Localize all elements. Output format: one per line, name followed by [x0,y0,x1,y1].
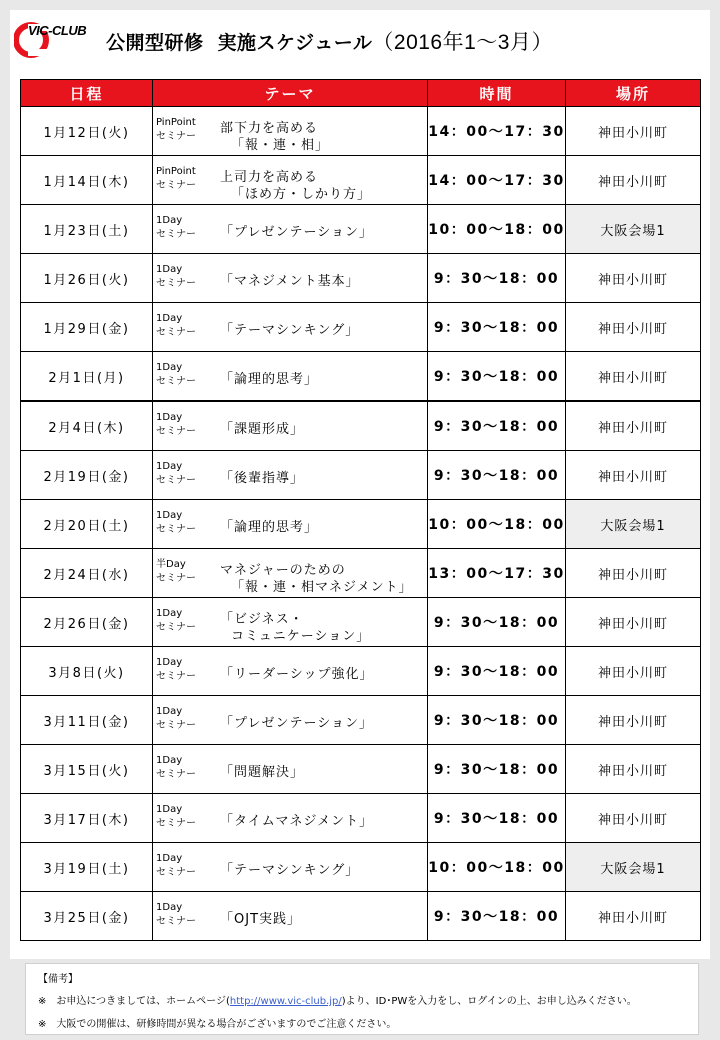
row-date: 3月17日(木) [21,794,153,843]
row-date: 3月11日(金) [21,696,153,745]
theme-title: マネジャーのための [220,563,346,578]
row-time: 9：30～18：00 [428,451,566,500]
seminar-type [156,558,196,586]
table-row [21,401,701,451]
theme-title: 「ビジネス・ [220,612,304,627]
seminar-type-label: 1Day [156,902,183,913]
row-place: 神田小川町 [566,647,701,696]
theme-title: 「プレゼンテーション」 [220,225,373,240]
row-date: 1月26日(火) [21,254,153,303]
theme-subtitle: 「報・連・相マネジメント」 [231,580,413,595]
seminar-label: セミナー [156,769,196,780]
col-header-date: 日程 [21,80,153,107]
theme-subtitle: 「ほめ方・しかり方」 [231,187,372,202]
row-date: 1月12日(火) [21,107,153,156]
theme-title: 「テーマシンキング」 [220,323,360,338]
table-row [21,107,701,156]
seminar-type-label: 1Day [156,853,183,864]
row-place: 神田小川町 [566,107,701,156]
notes-box [25,963,699,1035]
seminar-type [156,165,196,193]
row-place: 神田小川町 [566,451,701,500]
row-theme [153,205,428,254]
row-place: 神田小川町 [566,254,701,303]
schedule-body [21,107,701,941]
row-date: 1月23日(土) [21,205,153,254]
row-place: 神田小川町 [566,892,701,941]
seminar-type-label: 1Day [156,215,183,226]
row-place: 神田小川町 [566,549,701,598]
note-apply-text-a: ※ お申込につきましては、ホームページ( [38,996,230,1007]
seminar-type-label: 1Day [156,755,183,766]
row-theme [153,401,428,451]
row-date: 3月15日(火) [21,745,153,794]
seminar-type [156,705,196,733]
row-time: 9：30～18：00 [428,598,566,647]
row-place: 神田小川町 [566,303,701,352]
table-row [21,205,701,254]
seminar-type [156,361,196,389]
row-place: 大阪会場1 [566,205,701,254]
row-time: 14：00～17：30 [428,156,566,205]
row-date: 2月1日(月) [21,352,153,402]
seminar-label: セミナー [156,524,196,535]
row-time: 10：00～18：00 [428,205,566,254]
row-theme [153,598,428,647]
row-time: 10：00～18：00 [428,500,566,549]
theme-title: 「論理的思考」 [220,520,319,535]
seminar-type [156,214,196,242]
table-row [21,549,701,598]
seminar-type [156,509,196,537]
row-time: 9：30～18：00 [428,303,566,352]
seminar-label: セミナー [156,426,196,437]
row-time: 10：00～18：00 [428,843,566,892]
table-row [21,303,701,352]
seminar-type-label: 1Day [156,264,183,275]
theme-title: 「OJT実践」 [220,912,302,927]
seminar-type-label: PinPoint [156,166,196,177]
table-row [21,500,701,549]
theme-title: 「問題解決」 [220,765,305,780]
row-date: 3月25日(金) [21,892,153,941]
page-title [106,26,553,56]
table-row [21,352,701,402]
seminar-label: セミナー [156,916,196,927]
row-theme [153,156,428,205]
row-theme [153,107,428,156]
seminar-type-label: 1Day [156,706,183,717]
row-date: 3月19日(土) [21,843,153,892]
row-date: 1月14日(木) [21,156,153,205]
row-place: 大阪会場1 [566,500,701,549]
table-row [21,696,701,745]
seminar-type-label: 半Day [156,559,186,570]
table-row [21,451,701,500]
row-place: 神田小川町 [566,745,701,794]
row-time: 9：30～18：00 [428,254,566,303]
seminar-label: セミナー [156,475,196,486]
col-header-theme: テーマ [153,80,428,107]
seminar-type [156,803,196,831]
homepage-link[interactable]: http://www.vic-club.jp/ [229,996,342,1007]
seminar-type-label: 1Day [156,608,183,619]
seminar-type-label: 1Day [156,362,183,373]
row-theme [153,745,428,794]
seminar-type-label: 1Day [156,313,183,324]
title-sub: 実施スケジュール [217,32,373,54]
seminar-type-label: 1Day [156,412,183,423]
note-apply-text-b: )より、ID･PWを入力をし、ログインの上、お申し込みください。 [341,996,637,1007]
theme-title: 部下力を高める [220,121,319,136]
schedule-panel [10,67,710,959]
row-theme [153,696,428,745]
row-date: 2月19日(金) [21,451,153,500]
theme-subtitle: コミュニケーション」 [231,629,371,644]
seminar-label: セミナー [156,867,196,878]
row-place: 神田小川町 [566,598,701,647]
row-place: 大阪会場1 [566,843,701,892]
seminar-type-label: PinPoint [156,117,196,128]
row-theme [153,500,428,549]
row-time: 13：00～17：30 [428,549,566,598]
row-time: 9：30～18：00 [428,401,566,451]
note-apply [38,992,637,1007]
seminar-type [156,312,196,340]
table-row [21,745,701,794]
seminar-label: セミナー [156,180,196,191]
page-header [10,10,710,67]
theme-title: 「マネジメント基本」 [220,274,360,289]
row-place: 神田小川町 [566,352,701,402]
title-range: （2016年1～3月） [372,31,553,54]
seminar-type [156,263,196,291]
seminar-label: セミナー [156,720,196,731]
seminar-type-label: 1Day [156,510,183,521]
title-main: 公開型研修 [106,32,204,54]
theme-title: 「リーダーシップ強化」 [220,667,374,682]
row-theme [153,254,428,303]
col-header-place: 場所 [566,80,701,107]
logo-text: VIC-CLUB [28,23,87,38]
theme-subtitle: 「報・連・相」 [231,138,330,153]
seminar-type [156,116,196,144]
seminar-label: セミナー [156,376,196,387]
row-time: 9：30～18：00 [428,352,566,402]
row-time: 9：30～18：00 [428,794,566,843]
seminar-type [156,656,196,684]
row-time: 9：30～18：00 [428,696,566,745]
seminar-type [156,852,196,880]
row-theme [153,647,428,696]
row-time: 9：30～18：00 [428,892,566,941]
theme-title: 「後輩指導」 [220,471,305,486]
row-date: 3月8日(火) [21,647,153,696]
row-time: 9：30～18：00 [428,745,566,794]
notes-heading: 【備考】 [38,974,78,985]
seminar-label: セミナー [156,327,196,338]
row-theme [153,794,428,843]
seminar-label: セミナー [156,229,196,240]
col-header-time: 時間 [428,80,566,107]
theme-title: 上司力を高める [220,170,319,185]
table-row [21,794,701,843]
row-theme [153,352,428,402]
seminar-label: セミナー [156,278,196,289]
row-theme [153,549,428,598]
row-place: 神田小川町 [566,794,701,843]
table-row [21,647,701,696]
table-row [21,843,701,892]
seminar-label: セミナー [156,622,196,633]
theme-title: 「タイムマネジメント」 [220,814,374,829]
theme-title: 「論理的思考」 [220,372,319,387]
theme-title: 「プレゼンテーション」 [220,716,373,731]
seminar-type-label: 1Day [156,657,183,668]
row-date: 2月4日(木) [21,401,153,451]
row-time: 14：00～17：30 [428,107,566,156]
seminar-type [156,607,196,635]
seminar-label: セミナー [156,671,196,682]
table-row [21,598,701,647]
seminar-label: セミナー [156,818,196,829]
row-time: 9：30～18：00 [428,647,566,696]
row-theme [153,451,428,500]
theme-title: 「課題形成」 [220,422,305,437]
row-place: 神田小川町 [566,156,701,205]
row-theme [153,843,428,892]
row-place: 神田小川町 [566,401,701,451]
seminar-type [156,754,196,782]
seminar-type [156,901,196,929]
table-row [21,156,701,205]
row-theme [153,892,428,941]
table-header-row [21,80,701,107]
row-date: 2月26日(金) [21,598,153,647]
row-date: 1月29日(金) [21,303,153,352]
schedule-table [20,79,701,941]
seminar-type [156,460,196,488]
row-date: 2月24日(水) [21,549,153,598]
theme-title: 「テーマシンキング」 [220,863,360,878]
seminar-label: セミナー [156,573,196,584]
table-row [21,254,701,303]
note-osaka: ※ 大阪での開催は、研修時間が異なる場合がございますのでご注意ください。 [38,1019,397,1030]
table-row [21,892,701,941]
seminar-type-label: 1Day [156,461,183,472]
seminar-type [156,411,196,439]
row-date: 2月20日(土) [21,500,153,549]
seminar-type-label: 1Day [156,804,183,815]
row-theme [153,303,428,352]
row-place: 神田小川町 [566,696,701,745]
seminar-label: セミナー [156,131,196,142]
